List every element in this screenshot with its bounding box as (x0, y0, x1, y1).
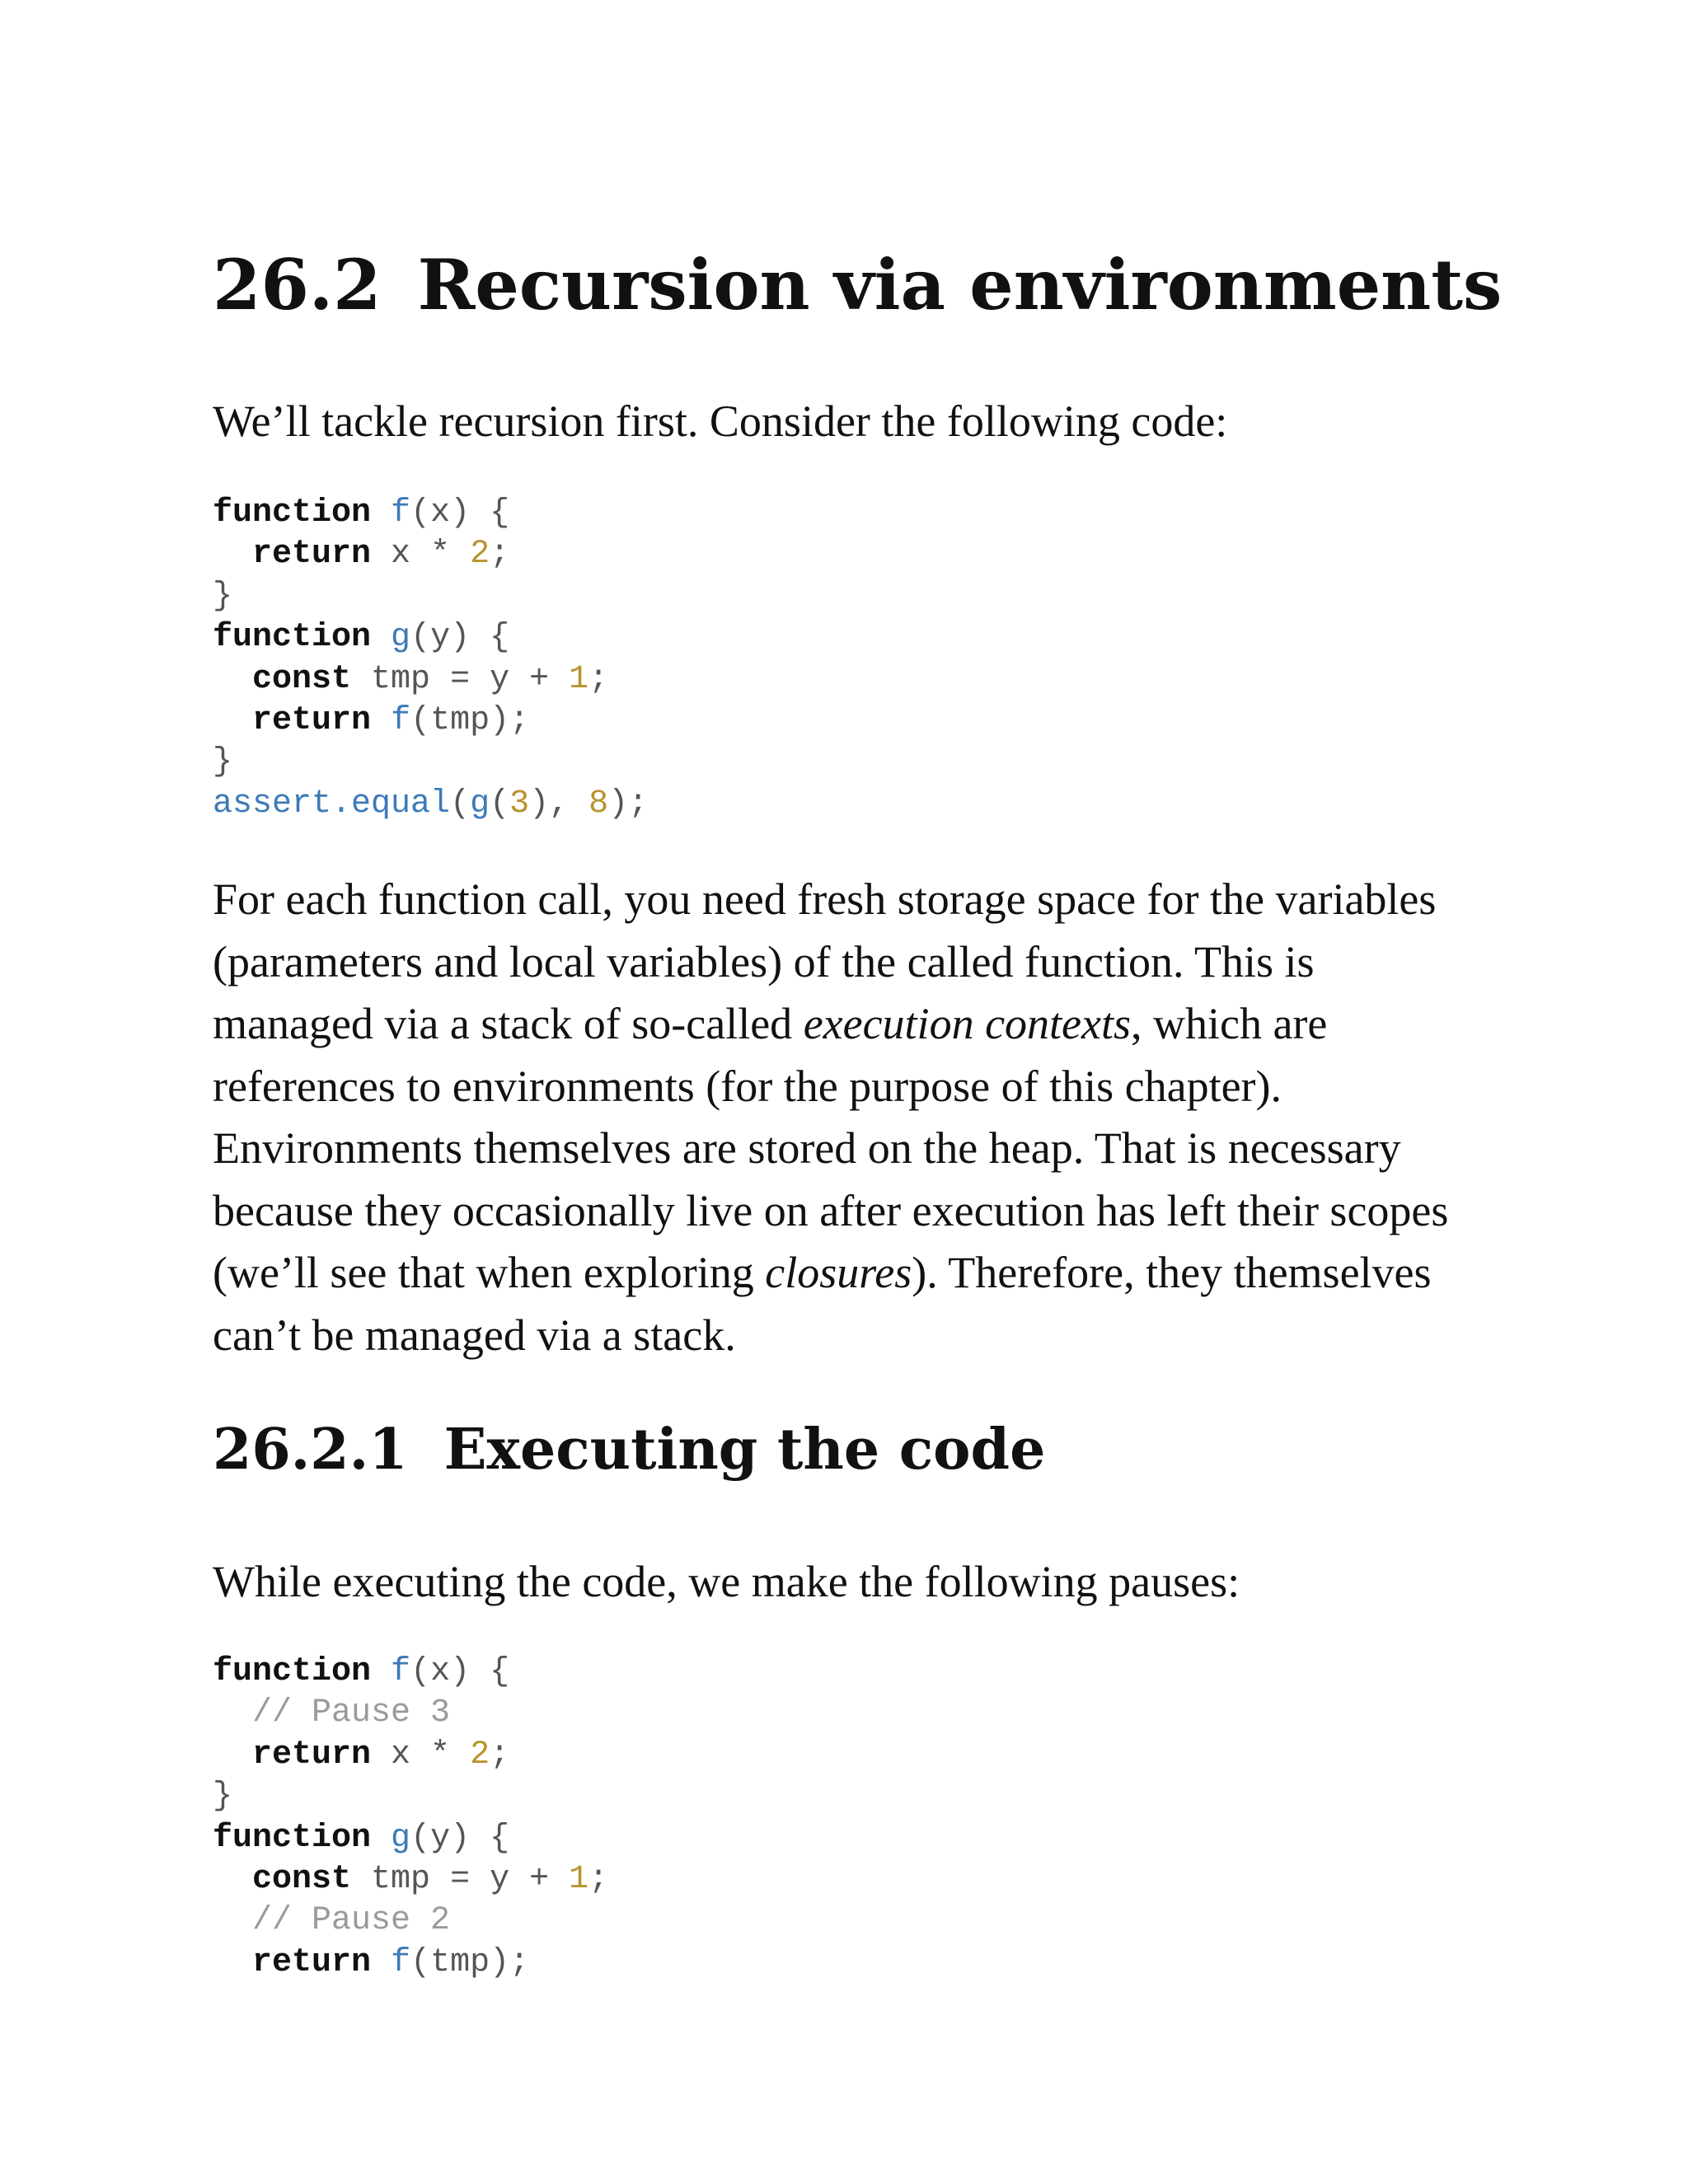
code-line (213, 659, 648, 701)
code-line (213, 617, 648, 658)
code-token: f (391, 701, 411, 739)
paragraph-line (213, 1118, 1448, 1180)
section-title: Recursion via environments (417, 244, 1503, 326)
code-line (213, 534, 648, 575)
code-token (213, 536, 252, 573)
code-token: (x) { (410, 1653, 510, 1690)
code-token: function (213, 1653, 372, 1690)
code-line (213, 784, 648, 825)
code-token: return (252, 701, 372, 739)
paragraph-line (213, 1180, 1448, 1243)
code-token: 2 (470, 536, 490, 574)
code-token: } (213, 743, 233, 781)
code-token: tmp = y + (351, 660, 570, 698)
text-segment: , which are (1131, 999, 1328, 1048)
text-segment: (we’ll see that when exploring (213, 1248, 766, 1297)
code-token: (x) { (410, 494, 510, 532)
paragraph-line (213, 869, 1448, 931)
code-block-pauses (213, 1652, 608, 1984)
code-token: return (252, 1943, 372, 1981)
code-token (213, 702, 252, 739)
code-token: assert.equal (213, 785, 451, 823)
code-token (371, 1820, 391, 1857)
paragraph-line (213, 1056, 1448, 1118)
code-line (213, 1900, 608, 1942)
code-token: 3 (509, 785, 530, 823)
code-token: // Pause 2 (252, 1902, 451, 1940)
code-token: ; (490, 536, 510, 574)
code-token: (y) { (410, 619, 510, 657)
subsection-title: Executing the code (443, 1417, 1046, 1483)
execution-contexts-paragraph (213, 869, 1448, 1366)
code-token (213, 1736, 252, 1774)
code-token: ; (588, 660, 609, 698)
code-token (371, 494, 391, 532)
code-token: return (252, 1736, 372, 1774)
code-token: 2 (470, 1736, 490, 1774)
code-token: x * (371, 536, 471, 574)
text-segment: managed via a stack of so-called (213, 999, 804, 1048)
code-token: ), (529, 785, 589, 823)
code-line (213, 1693, 608, 1734)
code-line (213, 1652, 608, 1693)
code-token: function (213, 1819, 372, 1857)
paragraph-line (213, 993, 1448, 1056)
code-token: const (252, 1860, 352, 1898)
code-line (213, 493, 648, 534)
code-token: ; (490, 1736, 510, 1774)
code-token: f (391, 1653, 411, 1690)
code-line (213, 1818, 608, 1859)
code-token: } (213, 577, 233, 615)
text-segment: ). Therefore, they themselves (912, 1248, 1432, 1297)
section-number: 26.2 (213, 244, 382, 326)
code-token: ( (450, 785, 471, 823)
code-line (213, 576, 648, 617)
code-token (371, 1653, 391, 1690)
code-token: (y) { (410, 1819, 510, 1857)
paragraph-line (213, 1242, 1448, 1305)
code-token: ( (490, 785, 510, 823)
text-segment: can’t be managed via a stack. (213, 1310, 736, 1360)
code-token (213, 1944, 252, 1981)
code-token: 1 (569, 660, 589, 698)
code-token: g (470, 785, 490, 823)
code-token: g (391, 1819, 411, 1857)
code-block-recursion (213, 493, 648, 825)
code-token: 8 (588, 785, 609, 823)
code-token: } (213, 1778, 233, 1816)
code-token: tmp = y + (351, 1860, 570, 1898)
subsection-heading (213, 1419, 1045, 1481)
intro-paragraph: We’ll tackle recursion first. Consider the following code: (213, 396, 1228, 446)
pauses-paragraph: While executing the code, we make the following pauses: (213, 1557, 1240, 1606)
text-segment: because they occasionally live on after execution has left their scopes (213, 1185, 1449, 1235)
code-token (213, 1902, 252, 1939)
paragraph-line (213, 931, 1448, 994)
code-line (213, 1776, 608, 1817)
code-token: g (391, 619, 411, 657)
code-token: const (252, 660, 352, 698)
code-token (213, 1694, 252, 1732)
code-line (213, 742, 648, 783)
code-token: return (252, 536, 372, 574)
code-token: function (213, 494, 372, 532)
code-token: (tmp); (410, 701, 530, 739)
emphasized-term: closures (765, 1248, 912, 1297)
code-line (213, 1859, 608, 1900)
code-line (213, 1735, 608, 1776)
code-token: (tmp); (410, 1943, 530, 1981)
code-token (371, 619, 391, 656)
code-token (213, 1861, 252, 1898)
code-token (371, 702, 391, 739)
code-token: // Pause 3 (252, 1694, 451, 1732)
text-segment: (parameters and local variables) of the called function. This is (213, 936, 1315, 987)
text-segment: references to environments (for the purpose of this chapter). (213, 1061, 1282, 1111)
section-heading (213, 244, 1503, 326)
code-token: ); (608, 785, 649, 823)
paragraph-line (213, 1305, 1448, 1367)
code-token (371, 1944, 391, 1981)
code-token: f (391, 494, 411, 532)
text-segment: Environments themselves are stored on the heap. That is necessary (213, 1123, 1401, 1173)
code-token: x * (371, 1736, 471, 1774)
code-token: f (391, 1943, 411, 1981)
emphasized-term: execution contexts (803, 999, 1131, 1048)
code-line (213, 701, 648, 742)
code-token (213, 661, 252, 698)
code-token: function (213, 619, 372, 657)
code-token: 1 (569, 1860, 589, 1898)
text-segment: For each function call, you need fresh storage space for the variables (213, 874, 1437, 924)
code-line (213, 1943, 608, 1984)
subsection-number: 26.2.1 (213, 1417, 408, 1483)
code-token: ; (588, 1860, 609, 1898)
